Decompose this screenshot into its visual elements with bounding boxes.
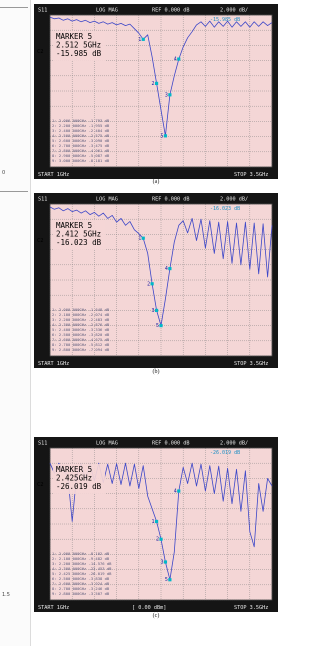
marker-info-line-1: MARKER 5 xyxy=(56,465,93,474)
marker-table-row-1: 1: 2.000 000GHz -1.648 dB xyxy=(52,307,110,312)
vna-plot-c xyxy=(34,437,278,612)
marker-table-row-5: 5: 2.425 000GHz -26.019 dB xyxy=(52,571,112,576)
edge-tick-1: 0 xyxy=(2,170,6,176)
marker-info-line-2: 2.512 5GHz xyxy=(56,40,102,50)
edge-divider xyxy=(30,0,31,646)
header-text-4: 2.000 dB/ xyxy=(220,196,249,203)
header-text-1: S11 xyxy=(38,7,48,14)
marker-point-2 xyxy=(159,538,162,541)
marker-table-row-6: 6: 2.500 000GHz -3.838 dB xyxy=(52,576,110,581)
header-text-2: LOG MAG xyxy=(96,440,118,447)
header-text-4: 2.000 dB/ xyxy=(220,7,249,14)
marker-label-4: 4 xyxy=(173,488,177,495)
header-text-3: REF 0.000 dB xyxy=(152,7,190,14)
ref-readout: -26.019 dB xyxy=(210,450,241,456)
channel-label: C2 xyxy=(37,482,44,488)
marker-point-2 xyxy=(155,82,158,85)
marker-label-4: 4 xyxy=(173,56,177,63)
marker-table-row-1: 1: 2.000 000GHz -8.102 dB xyxy=(52,551,110,556)
plot-panel-b xyxy=(34,193,278,368)
marker-table-row-8: 8: 2.700 000GHz -5.812 dB xyxy=(52,342,110,347)
footer-stop: STOP 3.5GHz xyxy=(234,605,269,611)
channel-label: C2 xyxy=(37,238,44,244)
marker-table-row-3: 3: 2.200 000GHz -2.483 dB xyxy=(52,317,110,322)
header-text-2: LOG MAG xyxy=(96,196,118,203)
marker-point-5 xyxy=(159,324,162,327)
footer-power: [ 0.00 dBm] xyxy=(132,605,167,611)
marker-table-row-3: 3: 2.400 000GHz -2.404 dB xyxy=(52,128,110,133)
marker-table-row-2: 2: 2.200 000GHz -1.955 dB xyxy=(52,123,110,128)
edge-tick-2: 1.5 xyxy=(2,592,10,598)
marker-table-row-4: 4: 2.300 000GHz -2.876 dB xyxy=(52,322,110,327)
marker-label-2: 2 xyxy=(147,281,151,288)
header-text-1: S11 xyxy=(38,196,48,203)
marker-table-row-8: 8: 2.900 000GHz -5.087 dB xyxy=(52,153,110,158)
marker-point-1 xyxy=(142,38,145,41)
marker-label-5: 5 xyxy=(164,577,168,584)
marker-label-1: 1 xyxy=(138,235,142,242)
marker-table-row-7: 7: 2.600 000GHz -3.024 dB xyxy=(52,581,110,586)
footer-stop: STOP 3.5GHz xyxy=(234,361,269,367)
marker-point-3 xyxy=(164,560,167,563)
marker-point-1 xyxy=(155,520,158,523)
marker-info-line-3: -26.019 dB xyxy=(56,482,102,491)
marker-table-row-6: 6: 2.700 000GHz -3.475 dB xyxy=(52,143,110,148)
footer-start: START 1GHz xyxy=(38,172,70,178)
marker-point-5 xyxy=(164,134,167,137)
marker-info-line-3: -16.023 dB xyxy=(56,238,102,247)
marker-point-3 xyxy=(168,93,171,96)
footer-stop: STOP 3.5GHz xyxy=(234,172,269,178)
edge-rule xyxy=(0,7,28,8)
marker-point-4 xyxy=(177,489,180,492)
caption-b: (b) xyxy=(152,369,160,375)
ref-readout: -15.985 dB xyxy=(210,17,241,23)
footer-start: START 1GHz xyxy=(38,605,70,611)
marker-point-2 xyxy=(151,282,154,285)
header-text-4: 2.000 dB/ xyxy=(220,440,249,447)
channel-label: C2 xyxy=(37,49,44,55)
marker-label-5: 5 xyxy=(156,323,160,330)
vna-plot-b xyxy=(34,193,278,368)
marker-point-5 xyxy=(168,578,171,581)
marker-label-4: 4 xyxy=(164,266,168,273)
edge-rule xyxy=(0,191,28,192)
marker-label-5: 5 xyxy=(160,133,164,140)
caption-a: (a) xyxy=(152,179,160,185)
marker-point-3 xyxy=(155,309,158,312)
marker-table-row-4: 4: 2.500 000GHz -2.575 dB xyxy=(52,133,110,138)
marker-label-3: 3 xyxy=(164,92,168,99)
marker-info-line-1: MARKER 5 xyxy=(56,32,93,41)
header-text-3: REF 0.000 dB xyxy=(152,440,190,447)
marker-table-row-9: 9: 2.800 000GHz -7.094 dB xyxy=(52,347,110,352)
marker-label-3: 3 xyxy=(151,307,155,314)
marker-label-2: 2 xyxy=(151,80,155,87)
left-edge-strip xyxy=(0,0,31,646)
marker-table-row-6: 6: 2.500 000GHz -3.820 dB xyxy=(52,332,110,337)
marker-point-1 xyxy=(142,237,145,240)
plot-panel-a xyxy=(34,4,278,179)
header-text-2: LOG MAG xyxy=(96,7,118,14)
marker-table-row-8: 8: 2.700 000GHz -3.246 dB xyxy=(52,586,110,591)
marker-label-1: 1 xyxy=(151,518,155,525)
marker-table-row-5: 5: 2.600 000GHz -3.090 dB xyxy=(52,138,110,143)
marker-table-row-7: 7: 2.600 000GHz -4.675 dB xyxy=(52,337,110,342)
caption-c: (c) xyxy=(152,613,160,619)
footer-start: START 1GHz xyxy=(38,361,70,367)
marker-info-line-2: 2.412 5GHz xyxy=(56,229,102,239)
marker-info-line-1: MARKER 5 xyxy=(56,221,93,230)
marker-table-row-1: 1: 2.006 000GHz -1.793 dB xyxy=(52,118,110,123)
marker-table-row-9: 9: 2.800 000GHz -3.507 dB xyxy=(52,591,110,596)
header-text-1: S11 xyxy=(38,440,48,447)
marker-point-4 xyxy=(177,57,180,60)
marker-label-2: 2 xyxy=(156,536,160,543)
marker-table-row-5: 5: 2.400 000GHz -3.336 dB xyxy=(52,327,110,332)
marker-table-row-2: 2: 2.100 000GHz -9.482 dB xyxy=(52,556,110,561)
marker-info-line-2: 2.425GHz xyxy=(56,473,93,483)
marker-point-4 xyxy=(168,267,171,270)
vna-plot-a xyxy=(34,4,278,179)
header-text-3: REF 0.000 dB xyxy=(152,196,190,203)
marker-table-row-9: 9: 3.000 000GHz -8.181 dB xyxy=(52,158,110,163)
marker-table-row-3: 3: 2.200 000GHz -14.576 dB xyxy=(52,561,112,566)
marker-label-1: 1 xyxy=(138,36,142,43)
marker-label-3: 3 xyxy=(160,559,164,566)
ref-readout: -16.023 dB xyxy=(210,206,241,212)
marker-info-line-3: -15.985 dB xyxy=(56,49,102,58)
marker-table-row-4: 4: 2.300 000GHz -22.453 dB xyxy=(52,566,112,571)
plot-panel-c xyxy=(34,437,278,612)
marker-table-row-2: 2: 2.100 000GHz -2.074 dB xyxy=(52,312,110,317)
marker-table-row-7: 7: 2.800 000GHz -4.061 dB xyxy=(52,148,110,153)
